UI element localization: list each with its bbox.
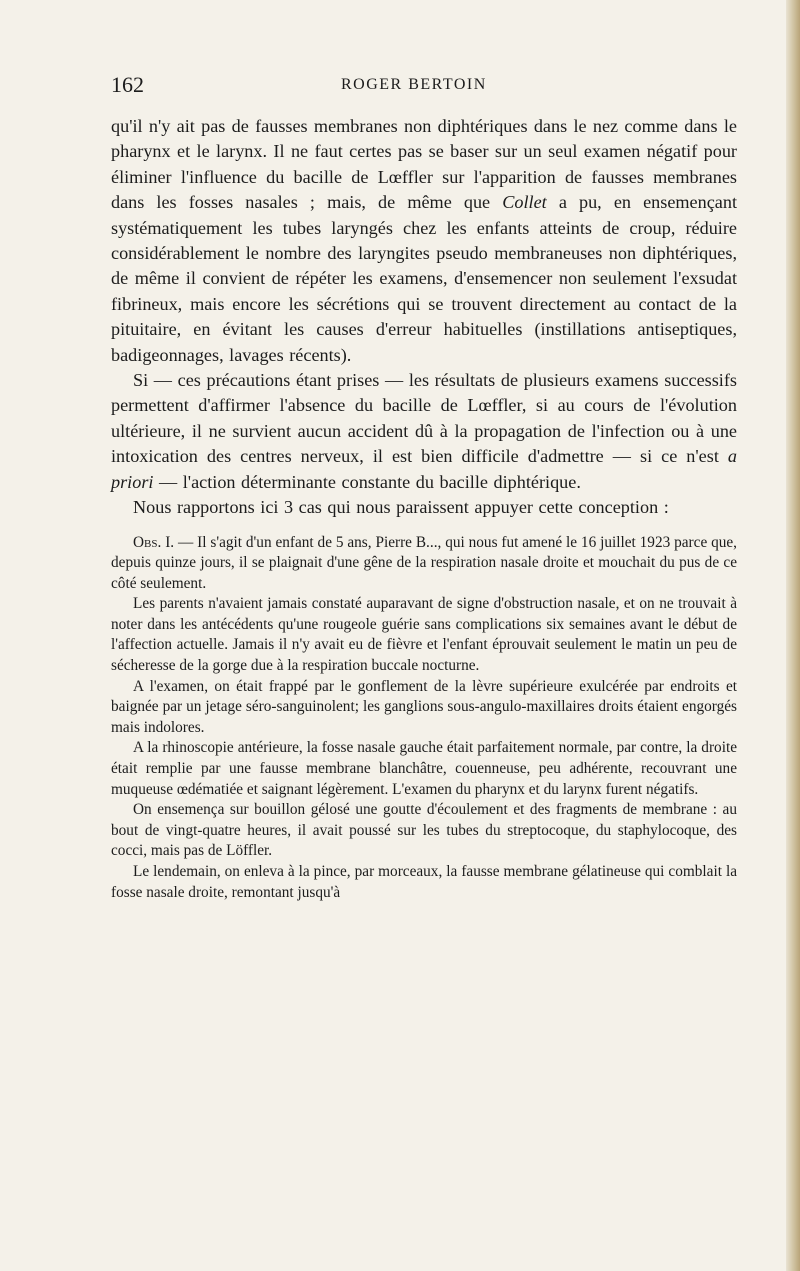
page-edge-shadow <box>786 0 800 1271</box>
observation-text-4: A la rhinoscopie antérieure, la fosse nasale gauche était parfaitement normale, par contre, la droite était remplie par une fausse membrane blanchâtre, couenneuse, peu adhérente, recouvrant une muqueuse œdématiée et saignant légèrement. L'examen du pharynx et du larynx furent négatifs. <box>111 739 737 798</box>
paragraph-2 <box>111 368 737 495</box>
paragraph-3: Nous rapportons ici 3 cas qui nous paraissent appuyer cette conception : <box>133 497 669 518</box>
observation-text-1: — Il s'agit d'un enfant de 5 ans, Pierre B..., qui nous fut amené le 16 juillet 1923 parce que, depuis quinze jours, il se plaignait d'une gêne de la respiration nasale droite et mouchait du pus de ce côté seulement. <box>111 533 738 592</box>
paragraph-2-text: Si — ces précautions étant prises — les résultats de plusieurs examens successifs permettent d'affirmer l'absence du bacille de Lœffler, si au cours de l'évolution ultérieure, il ne survient aucun accident dû à la propagation de l'infection ou à une intoxication des centres nerveux, il est bien difficile d'admettre — si ce n'est <box>111 370 737 467</box>
paragraph-1-rest: a pu, en ensemençant systématiquement les tubes laryngés chez les enfants atteints de croup, réduire considérablement le nombre des laryngites pseudo membraneuses non diphtériques, de même il convient de répéter les examens, d'ensemencer non seulement l'exsudat fibrineux, mais encore les sécrétions qui se trouvent directement au contact de la pituitaire, en évitant les causes d'erreur habituelles (instillations antiseptiques, badigeonnages, lavages récents). <box>111 192 738 365</box>
observation-intro <box>111 533 737 595</box>
paragraph-1 <box>111 114 737 368</box>
observation-text-6: Le lendemain, on enleva à la pince, par morceaux, la fausse membrane gélatineuse qui comblait la fosse nasale droite, remontant jusqu'à <box>111 863 737 901</box>
running-head: ROGER BERTOIN <box>341 76 487 93</box>
observation-text-5: On ensemença sur bouillon gélosé une goutte d'écoulement et des fragments de membrane : au bout de vingt-quatre heures, il avait poussé sur les tubes du streptocoque, du staphylocoque, des cocci, mais pas de Löffler. <box>111 801 737 860</box>
observation-text-3: A l'examen, on était frappé par le gonflement de la lèvre supérieure exulcérée par endroits et baignée par un jetage séro-sanguinolent; les ganglions sous-angulo-maxillaires droits étaient engorgés mais indolores. <box>111 677 737 736</box>
main-text <box>111 114 737 903</box>
observation-block <box>111 533 737 904</box>
paragraph-2-rest: — l'action déterminante constante du bacille diphtérique. <box>159 471 581 492</box>
paragraph-1-text: qu'il n'y ait pas de fausses membranes non diphtériques dans le nez comme dans le pharynx et le larynx. Il ne faut certes pas se baser sur un seul examen négatif pour éliminer l'influence du bacille de Lœffler sur l'apparition de fausses membranes dans les fosses nasales ; mais, de même que <box>111 116 737 213</box>
page-number: 162 <box>111 72 144 97</box>
a-priori-italic: a priori <box>111 446 738 492</box>
author-name-collet: Collet <box>502 192 547 213</box>
observation-label: Obs. I. <box>133 533 175 551</box>
observation-text-2: Les parents n'avaient jamais constaté auparavant de signe d'obstruction nasale, et on ne trouvait à noter dans les antécédents qu'une rougeole guérie sans complications six semaines avant le début de l'affection actuelle. Jamais il n'y avait eu de fièvre et l'enfant éprouvait seulement le matin un peu de sécheresse de la gorge due à la respiration buccale nocturne. <box>111 595 737 675</box>
page-header <box>111 72 741 102</box>
